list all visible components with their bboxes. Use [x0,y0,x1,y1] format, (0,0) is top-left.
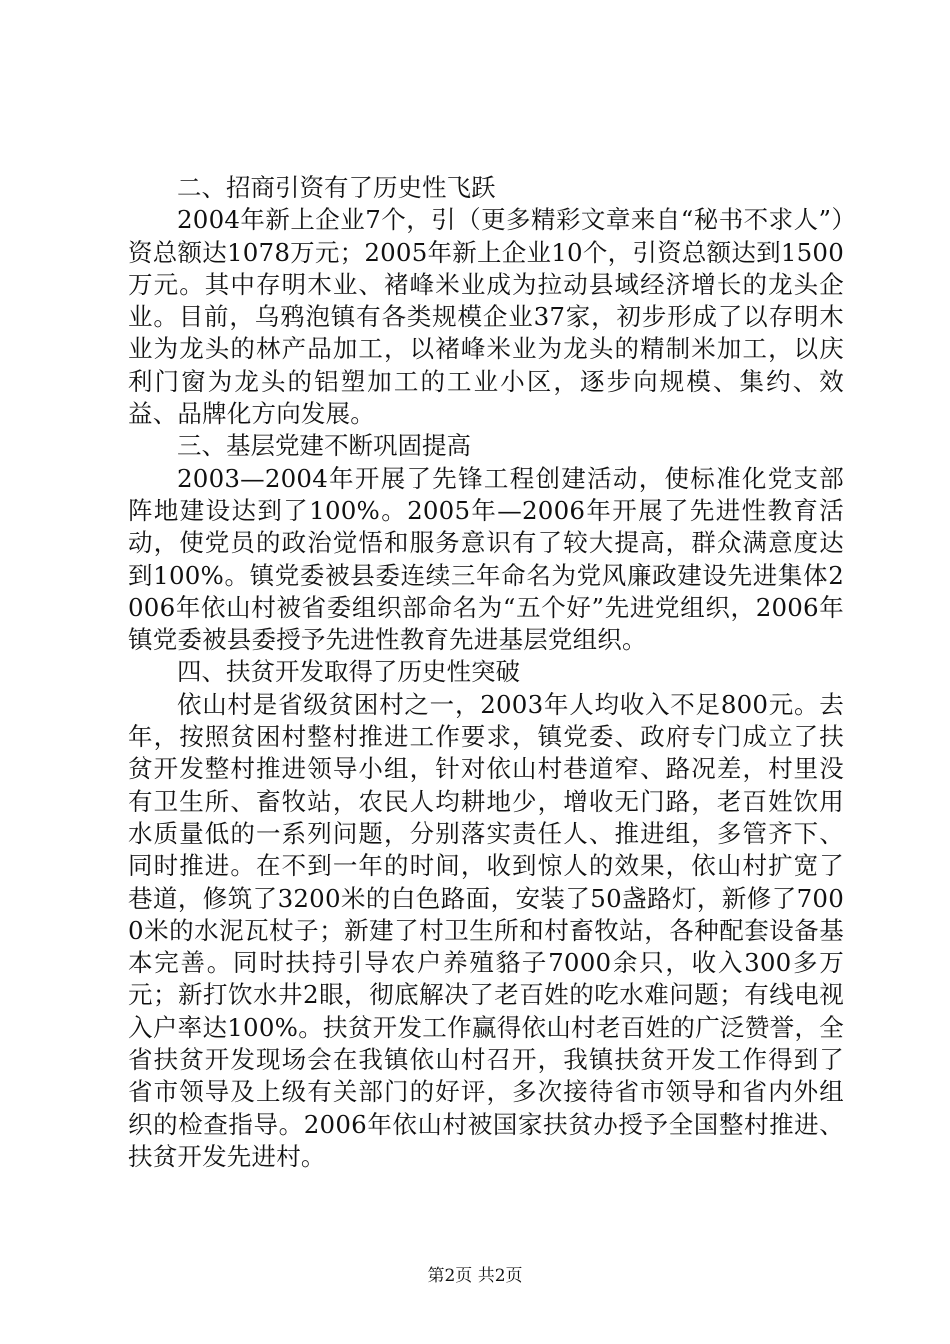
section-paragraph: 依山村是省级贫困村之一，2003年人均收入不足800元。去年，按照贫困村整村推进工作要求，镇党委、政府专门成立了扶贫开发整村推进领导小组，针对依山村巷道窄、路况差，村里没有卫生所、畜牧站，农民人均耕地少，增收无门路，老百姓饮用水质量低的一系列问题，分别落实责任人、推进组，多管齐下、同时推进。在不到一年的时间，收到惊人的效果，依山村扩宽了巷道，修筑了3200米的白色路面，安装了50盏路灯，新修了7000米的水泥瓦杖子；新建了村卫生所和村畜牧站，各种配套设备基本完善。同时扶持引导农户养殖貉子7000余只，收入300多万元；新打饮水井2眼，彻底解决了老百姓的吃水难问题；有线电视入户率达100%。扶贫开发工作赢得依山村老百姓的广泛赞誉，全省扶贫开发现场会在我镇依山村召开，我镇扶贫开发工作得到了省市领导及上级有关部门的好评，多次接待省市领导和省内外组织的检查指导。2006年依山村被国家扶贫办授予全国整村推进、扶贫开发先进村。 [128,689,844,1171]
section-paragraph: 2003—2004年开展了先锋工程创建活动，使标准化党支部阵地建设达到了100%。2005年—2006年开展了先进性教育活动，使党员的政治觉悟和服务意识有了较大提高，群众满意度达到100%。镇党委被县委连续三年命名为党风廉政建设先进集体2006年依山村被省委组织部命名为“五个好”先进党组织，2006年镇党委被县委授予先进性教育先进基层党组织。 [128,463,844,655]
section-heading: 三、基层党建不断巩固提高 [177,431,471,461]
section-heading: 二、招商引资有了历史性飞跃 [177,173,496,202]
page-footer: 第2页 共2页 [427,1266,523,1286]
section-paragraph: 2004年新上企业7个，引（更多精彩文章来自“秘书不求人”）资总额达1078万元；2005年新上企业10个，引资总额达到1500万元。其中存明木业、褚峰米业成为拉动县域经济增长的龙头企业。目前，乌鸦泡镇有各类规模企业37家，初步形成了以存明木业为龙头的林产品加工，以褚峰米业为龙头的精制米加工，以庆利门窗为龙头的铝塑加工的工业小区，逐步向规模、集约、效益、品牌化方向发展。 [128,205,844,429]
document-body [128,172,844,1173]
section-heading: 四、扶贫开发取得了历史性突破 [177,657,520,687]
